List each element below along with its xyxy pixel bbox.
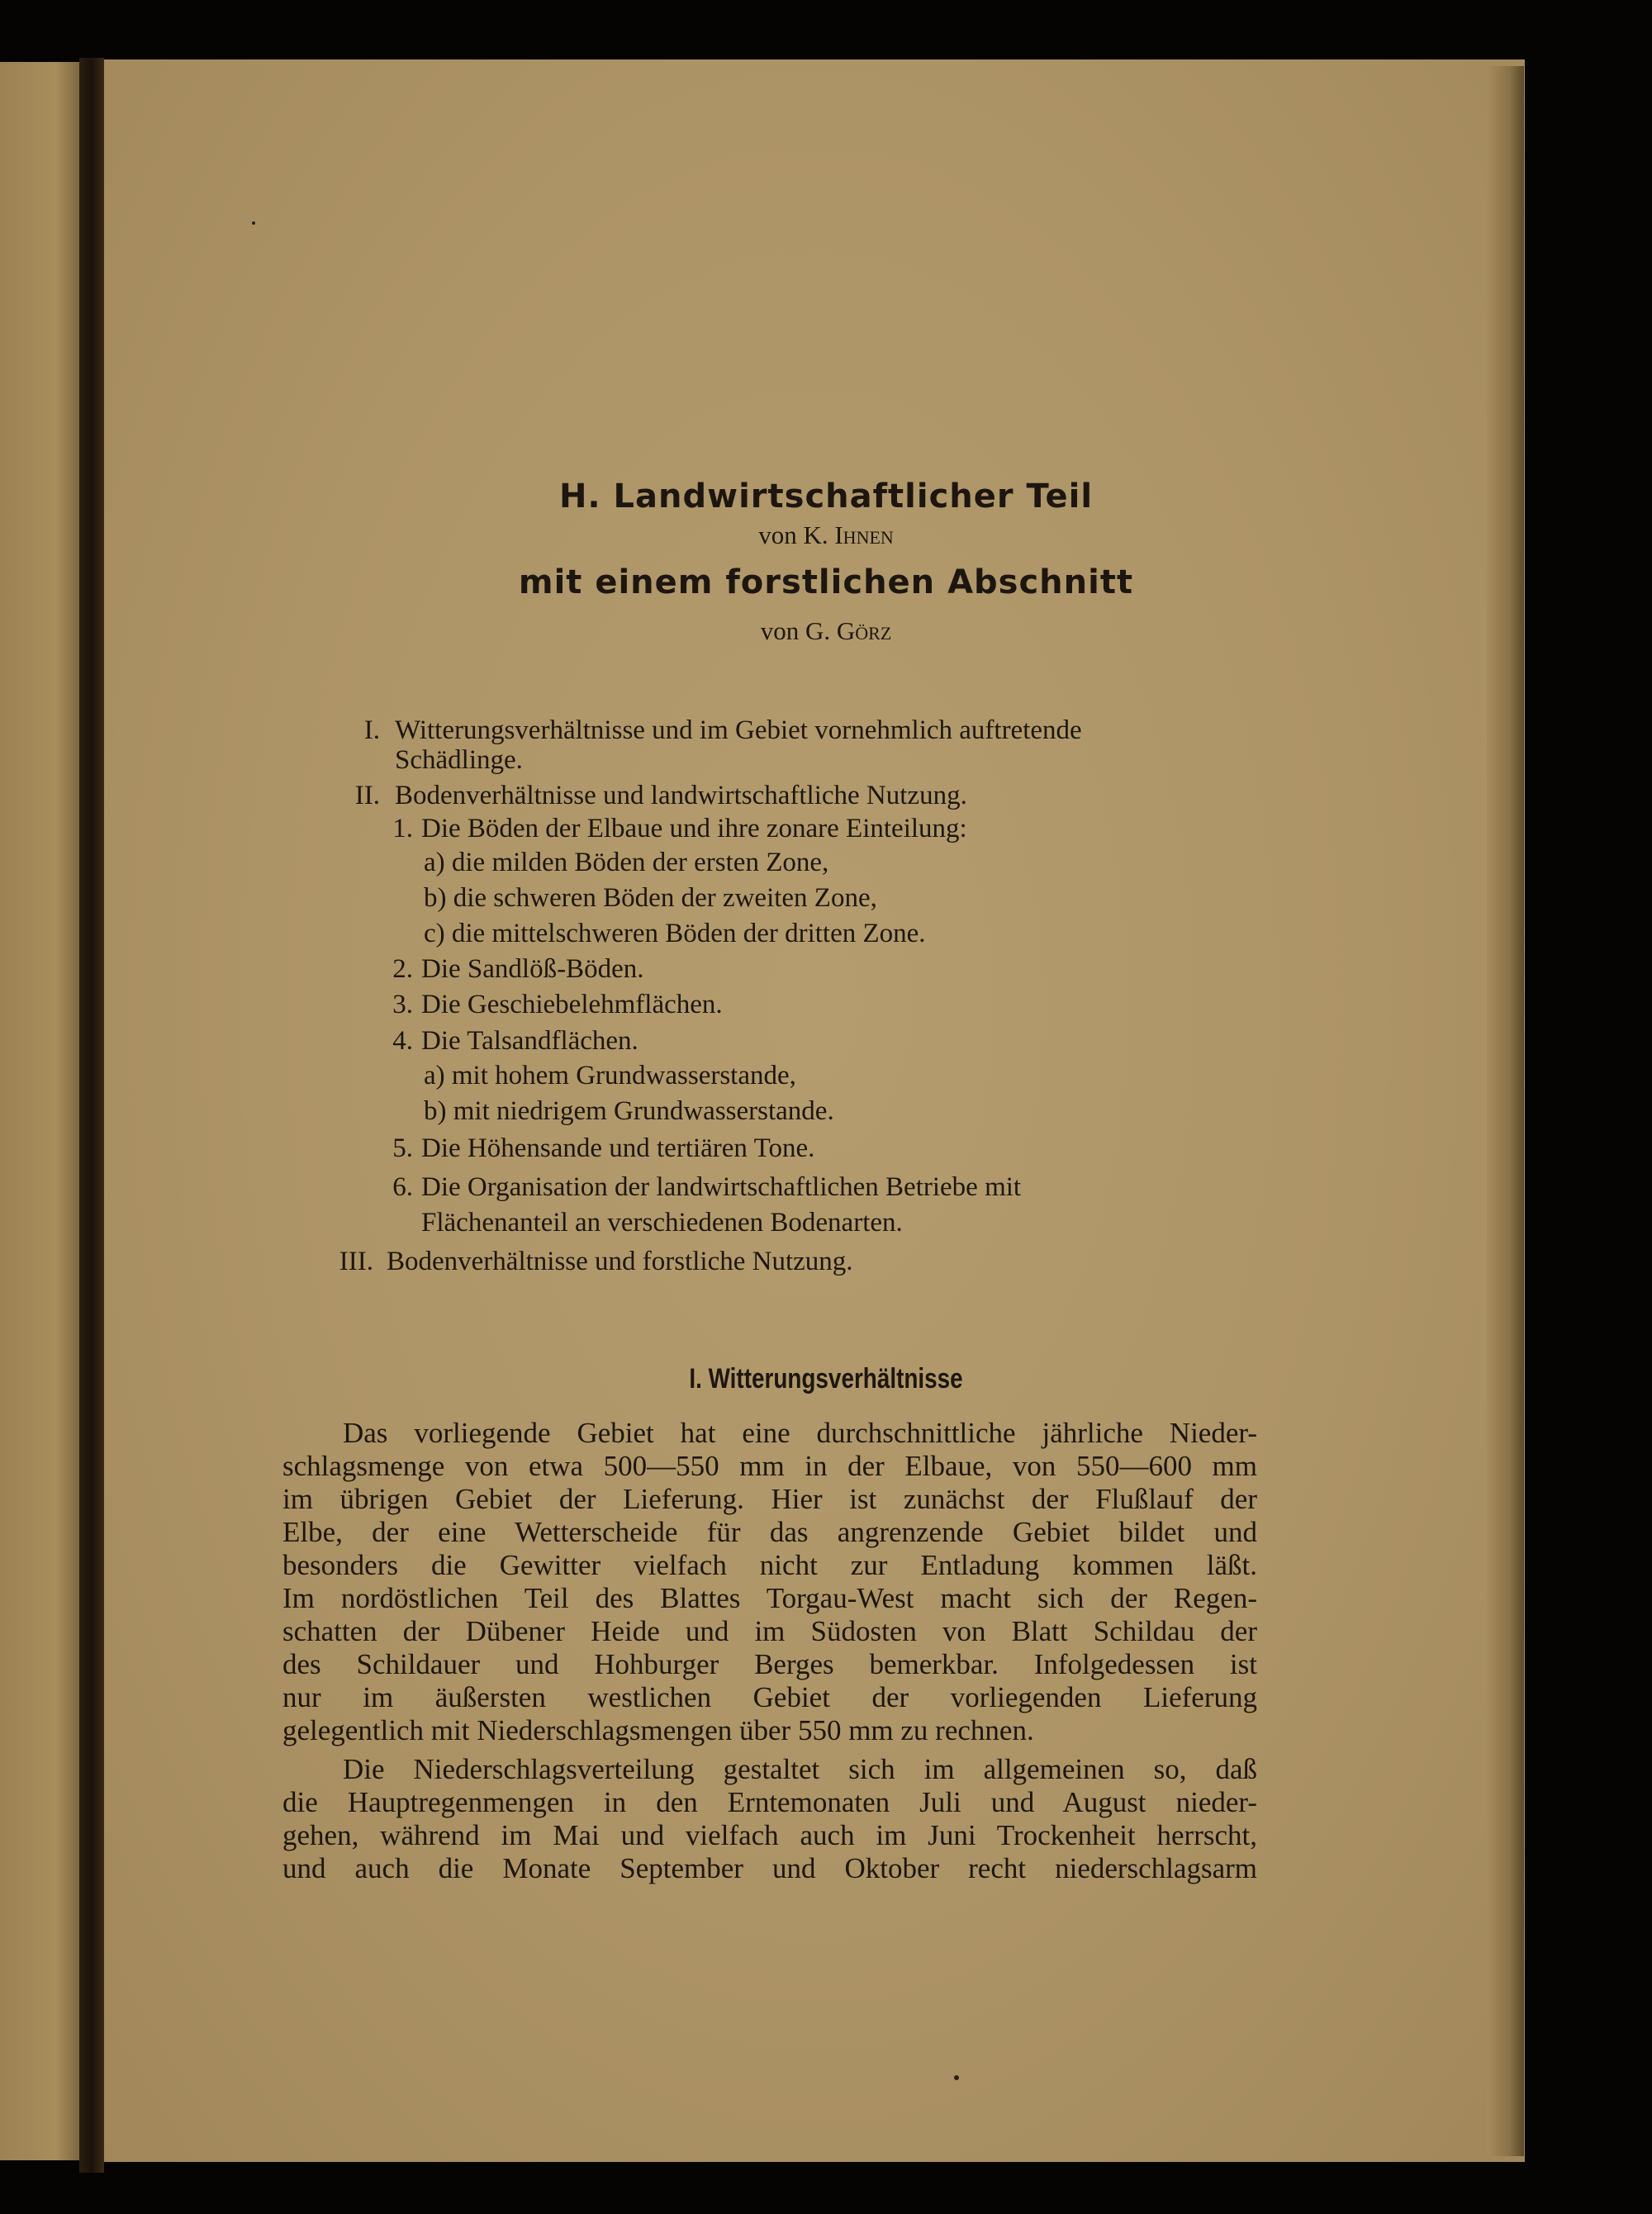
text-line: die Hauptregenmengen in den Erntemonaten Juli und August nieder-: [282, 1786, 1257, 1818]
toc-text: b) mit niedrigem Grundwasserstande.: [424, 1096, 834, 1126]
author-prefix: von: [760, 616, 800, 645]
text-line: Elbe, der eine Wetterscheide für das angrenzende Gebiet bildet und: [282, 1516, 1257, 1548]
text-line: und auch die Monate September und Oktober recht niederschlagsarm: [282, 1852, 1257, 1884]
chapter-subtitle: mit einem forstlichen Abschnitt: [518, 563, 1134, 601]
toc-text: c) die mittelschweren Böden der dritten Zone.: [424, 919, 926, 948]
text-line: gelegentlich mit Niederschlagsmengen über 550 mm zu rechnen.: [282, 1714, 1034, 1746]
toc-text: Die Höhensande und tertiären Tone.: [421, 1133, 815, 1163]
page-stack-edge: [1487, 66, 1524, 2156]
text-line: schlagsmenge von etwa 500—550 mm in der Elbaue, von 550—600 mm: [282, 1450, 1257, 1482]
speck: [954, 2075, 959, 2080]
toc-number: 4.: [392, 1026, 413, 1056]
toc-number: II.: [354, 781, 380, 810]
left-page-edge: [0, 62, 79, 2160]
speck: [252, 221, 255, 225]
toc-text: Schädlinge.: [395, 745, 523, 775]
toc-number: 6.: [392, 1172, 413, 1202]
toc-number: III.: [339, 1247, 373, 1276]
author-name: K. Ihnen: [803, 520, 894, 549]
toc-number: 5.: [392, 1133, 413, 1163]
toc-text: a) mit hohem Grundwasserstande,: [424, 1061, 796, 1090]
toc-number: I.: [363, 715, 380, 745]
toc-text: Die Geschiebelehmflächen.: [421, 990, 723, 1019]
toc-text: Die Böden der Elbaue und ihre zonare Einteilung:: [421, 814, 967, 843]
text-line: Im nordöstlichen Teil des Blattes Torgau-West macht sich der Regen-: [282, 1582, 1257, 1614]
text-line: schatten der Dübener Heide und im Südosten von Blatt Schildau der: [282, 1615, 1257, 1647]
toc-text: Flächenanteil an verschiedenen Bodenarten.: [421, 1208, 903, 1238]
toc-text: Die Talsandflächen.: [421, 1026, 638, 1056]
toc-text: a) die milden Böden der ersten Zone,: [424, 848, 829, 877]
author-name: G. Görz: [805, 616, 892, 645]
toc-text: Die Organisation der landwirtschaftlichen Betriebe mit: [421, 1172, 1022, 1202]
author-prefix: von: [758, 520, 797, 549]
text-line: Die Niederschlagsverteilung gestaltet sich im allgemeinen so, daß: [343, 1753, 1257, 1785]
text-line: im übrigen Gebiet der Lieferung. Hier ist zunächst der Flußlauf der: [282, 1483, 1257, 1515]
text-line: nur im äußersten westlichen Gebiet der vorliegenden Lieferung: [282, 1681, 1257, 1713]
chapter-title: H. Landwirtschaftlicher Teil: [558, 477, 1094, 515]
book-spine: [79, 58, 104, 2173]
text-line: Das vorliegende Gebiet hat eine durchschnittliche jährliche Nieder-: [343, 1417, 1257, 1449]
text-line: des Schildauer und Hohburger Berges bemerkbar. Infolgedessen ist: [282, 1648, 1257, 1680]
text-line: gehen, während im Mai und vielfach auch im Juni Trockenheit herrscht,: [282, 1819, 1257, 1851]
toc-number: 2.: [392, 954, 413, 984]
toc-text: Bodenverhältnisse und landwirtschaftliche Nutzung.: [395, 781, 967, 810]
toc-text: Die Sandlöß-Böden.: [421, 954, 644, 984]
toc-text: b) die schweren Böden der zweiten Zone,: [424, 883, 877, 913]
section-heading: I. Witterungsverhältnisse: [689, 1363, 963, 1394]
toc-text: Bodenverhältnisse und forstliche Nutzung.: [387, 1247, 853, 1276]
section-heading-wrap: [0, 1363, 1652, 1395]
text-line: besonders die Gewitter vielfach nicht zur Entladung kommen läßt.: [282, 1549, 1257, 1581]
author-line-2: [0, 616, 1652, 646]
toc-number: 1.: [392, 814, 413, 843]
toc-number: 3.: [392, 990, 413, 1019]
author-line-1: [0, 520, 1652, 550]
toc-text: Witterungsverhältnisse und im Gebiet vornehmlich auftretende: [395, 715, 1082, 745]
